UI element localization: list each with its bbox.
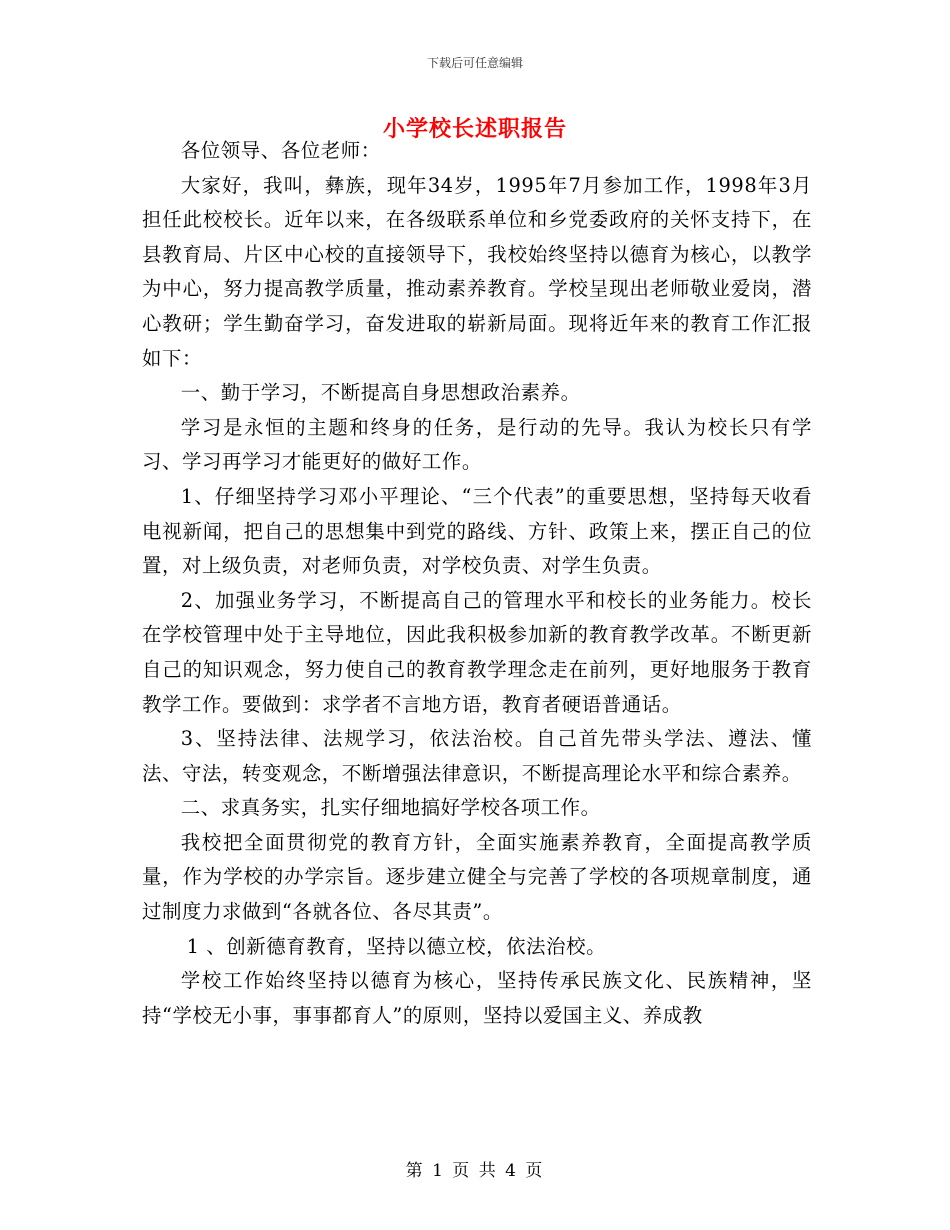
section-heading-2: 二、求真务实，扎实仔细地搞好学校各项工作。 [180,796,601,820]
section-heading-1: 一、勤于学习，不断提高自身思想政治素养。 [180,381,581,405]
paragraph-item-2: 2、加强业务学习，不断提高自己的管理水平和校长的业务能力。校长在学校管理中处于主导地位，因此我积极参加新的教育教学改革。不断更新自己的知识观念，努力使自己的教育教学理念走在前列，更好地服务于教育教学工作。要做到：求学者不言地方语，教育者硬语普通话。 [142,588,812,716]
sub-heading-1: 1 、创新德育教育，坚持以德立校，依法治校。 [186,934,607,958]
paragraph: 学校工作始终坚持以德育为核心，坚持传承民族文化、民族精神，坚持“学校无小事，事事都育人”的原则，坚持以爱国主义、养成教 [142,969,812,1027]
document-body [142,134,812,1033]
page-footer: 第 1 页 共 4 页 [405,1161,545,1181]
paragraph-intro: 大家好，我叫，彝族，现年34岁，1995年7月参加工作，1998年3月担任此校校长。近年以来，在各级联系单位和乡党委政府的关怀支持下，在县教育局、片区中心校的直接领导下，我校始终坚持以德育为核心，以教学为中心，努力提高教学质量，推动素养教育。学校呈现出老师敬业爱岗，潜心教研；学生勤奋学习，奋发进取的崭新局面。现将近年来的教育工作汇报如下： [142,173,812,370]
paragraph-item-1: 1、仔细坚持学习邓小平理论、“三个代表”的重要思想，坚持每天收看电视新闻，把自己的思想集中到党的路线、方针、政策上来，摆正自己的位置，对上级负责，对老师负责，对学校负责、对学生负责。 [142,484,812,578]
paragraph-item-3: 3、坚持法律、法规学习，依法治校。自己首先带头学法、遵法、懂法、守法，转变观念，不断增强法律意识，不断提高理论水平和综合素养。 [142,727,812,785]
paragraph-salutation: 各位领导、各位老师： [180,139,381,162]
document-title: 小学校长述职报告 [382,116,567,142]
header-note: 下载后可任意编辑 [426,56,523,70]
paragraph: 学习是永恒的主题和终身的任务，是行动的先导。我认为校长只有学习、学习再学习才能更好的做好工作。 [142,415,812,474]
paragraph: 我校把全面贯彻党的教育方针，全面实施素养教育，全面提高教学质量，作为学校的办学宗旨。逐步建立健全与完善了学校的各项规章制度，通过制度力求做到“各就各位、各尽其责”。 [142,830,812,924]
